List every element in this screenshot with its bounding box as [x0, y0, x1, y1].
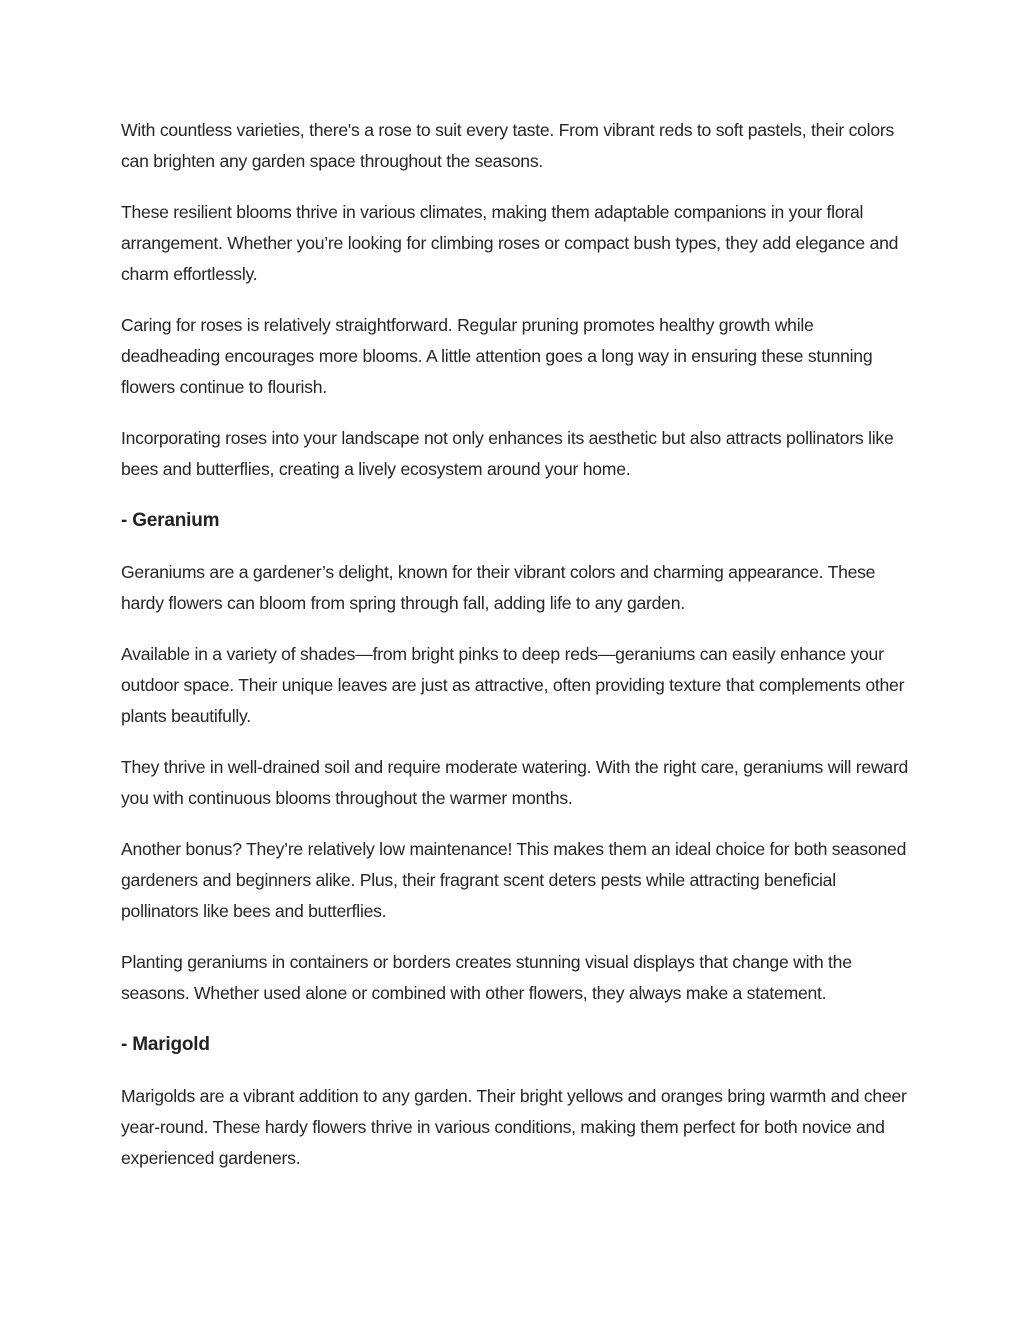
section-heading-geranium: - Geranium	[121, 510, 220, 531]
paragraph-geranium-soil: They thrive in well-drained soil and require moderate watering. With the right care, geraniums will reward you with continuous blooms throughout the warmer months.	[121, 757, 909, 808]
paragraph-geranium-intro: Geraniums are a gardener’s delight, known for their vibrant colors and charming appearance. These hardy flowers can bloom from spring through fall, adding life to any garden.	[121, 562, 876, 613]
document-body	[121, 115, 911, 1194]
paragraph-rose-landscape: Incorporating roses into your landscape not only enhances its aesthetic but also attracts pollinators like bees and butterflies, creating a lively ecosystem around your home.	[121, 428, 894, 479]
paragraph-rose-varieties: With countless varieties, there's a rose to suit every taste. From vibrant reds to soft pastels, their colors can brighten any garden space throughout the seasons.	[121, 120, 895, 171]
paragraph-rose-care: Caring for roses is relatively straightforward. Regular pruning promotes healthy growth while deadheading encourages more blooms. A little attention goes a long way in ensuring these stunning flowers continue to flourish.	[121, 315, 873, 397]
section-heading-marigold: - Marigold	[121, 1034, 210, 1055]
paragraph-marigold-intro: Marigolds are a vibrant addition to any garden. Their bright yellows and oranges bring warmth and cheer year-round. These hardy flowers thrive in various conditions, making them perfect for both novice and experienced gardeners.	[121, 1086, 907, 1168]
paragraph-geranium-maintenance: Another bonus? They’re relatively low maintenance! This makes them an ideal choice for both seasoned gardeners and beginners alike. Plus, their fragrant scent deters pests while attracting beneficial pollinators like bees and butterflies.	[121, 839, 907, 921]
paragraph-rose-climates: These resilient blooms thrive in various climates, making them adaptable companions in your floral arrangement. Whether you’re looking for climbing roses or compact bush types, they add elegance and charm effortlessly.	[121, 202, 899, 284]
paragraph-geranium-shades: Available in a variety of shades—from bright pinks to deep reds—geraniums can easily enhance your outdoor space. Their unique leaves are just as attractive, often providing texture that complements other plants beautifully.	[121, 644, 905, 726]
paragraph-geranium-planting: Planting geraniums in containers or borders creates stunning visual displays that change with the seasons. Whether used alone or combined with other flowers, they always make a statement.	[121, 952, 852, 1003]
